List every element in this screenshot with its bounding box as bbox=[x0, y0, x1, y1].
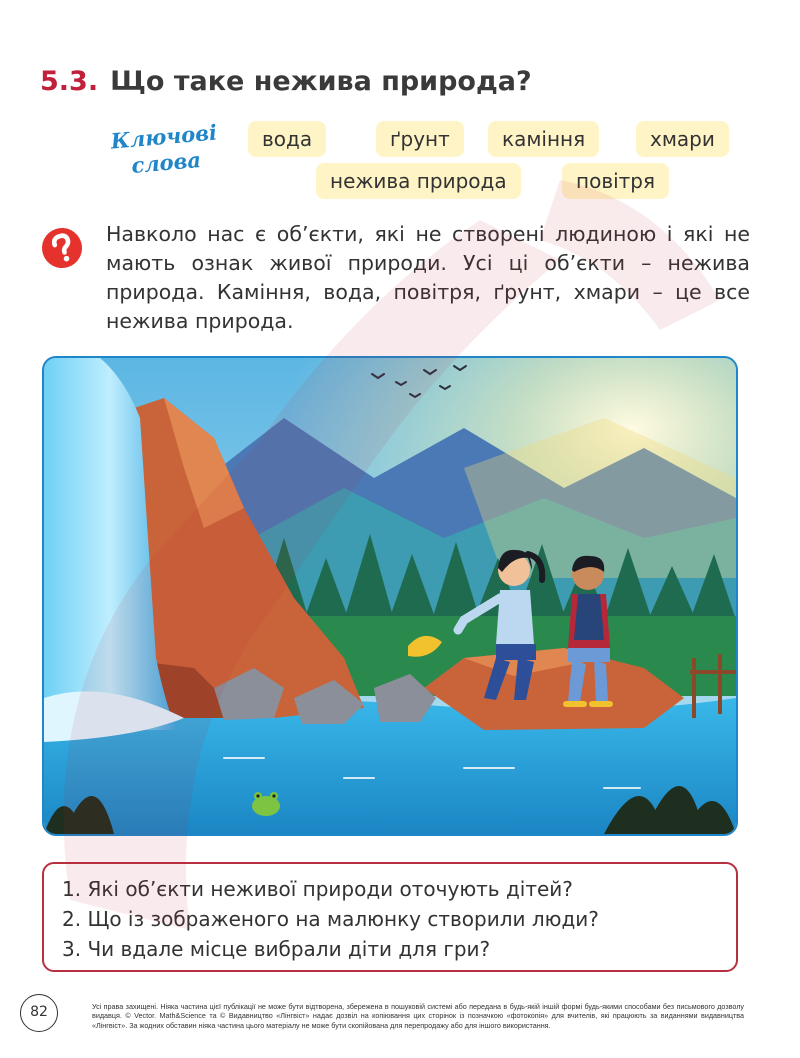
question-mark-icon bbox=[37, 223, 87, 273]
intro-text: Навколо нас є об’єкти, які не створені людиною і які не мають ознак живої природи. Усі ці об’єкти – нежива природа. Каміння, вода, повітря, ґрунт, хмари – це все нежива природа. bbox=[106, 222, 750, 333]
keyword-chip: каміння bbox=[488, 121, 599, 157]
page-number: 82 bbox=[20, 994, 58, 1032]
copyright-notice: Усі права захищені. Ніяка частина цієї публікації не може бути відтворена, збережена в пошуковій системі або передана в будь-якій іншій формі будь-якими способами без письмового дозволу видавця. © Vector. Math&Science та © Видавництво «Лінгвіст» надає дозвіл на копіювання цих сторінок із позначкою «фотокопія» для вчителів, які працюють за виданнями видавництва «Лінгвіст». За жодних обставин ніяка частина цього матеріалу не може бути скопійована для перепродажу або для іншого використання. bbox=[92, 1002, 744, 1030]
questions-box bbox=[42, 862, 738, 972]
keyword-chip: ґрунт bbox=[376, 121, 464, 157]
section-title-text: Що таке нежива природа? bbox=[110, 66, 532, 97]
keywords-label-line2: слова bbox=[130, 146, 202, 178]
section-number: 5.3. bbox=[40, 66, 99, 97]
keyword-chip: повітря bbox=[562, 163, 669, 199]
keywords-label bbox=[102, 119, 228, 181]
question-item: 1. Які об’єкти неживої природи оточують дітей? bbox=[62, 877, 573, 901]
question-item: 2. Що із зображеного на малюнку створили люди? bbox=[62, 907, 599, 931]
keyword-chip: вода bbox=[248, 121, 326, 157]
keyword-chip: нежива природа bbox=[316, 163, 521, 199]
keyword-chip: хмари bbox=[636, 121, 729, 157]
keywords-label-line1: Ключові bbox=[109, 119, 218, 154]
section-title bbox=[40, 66, 532, 97]
nature-illustration bbox=[42, 356, 738, 836]
question-item: 3. Чи вдале місце вибрали діти для гри? bbox=[62, 937, 491, 961]
